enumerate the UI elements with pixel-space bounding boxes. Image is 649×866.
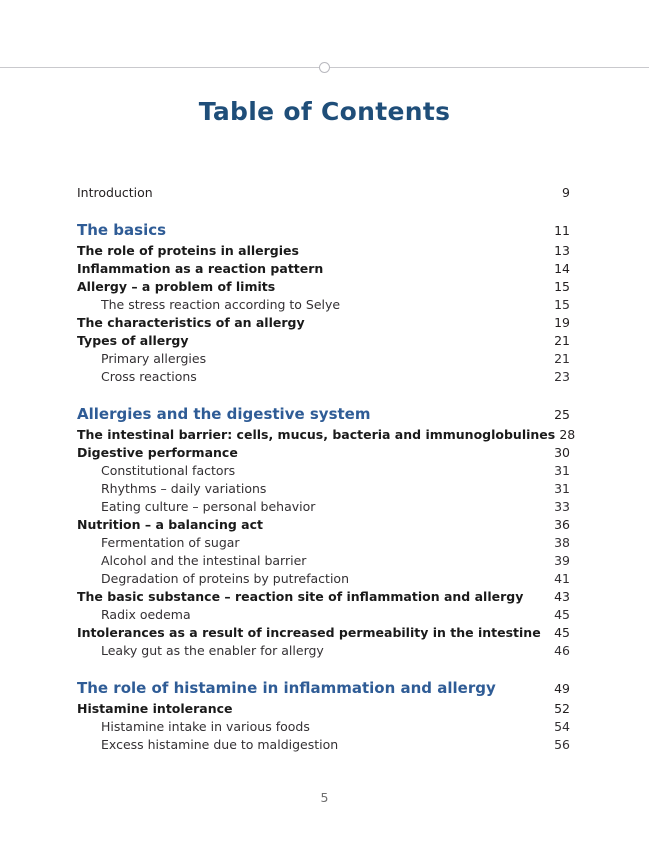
toc-entry-label: Inflammation as a reaction pattern bbox=[77, 261, 324, 276]
toc-entry[interactable] bbox=[77, 552, 570, 570]
toc-entry-page-number: 39 bbox=[554, 553, 570, 568]
toc-entry-label: The basic substance – reaction site of inflammation and allergy bbox=[77, 589, 524, 604]
toc-entry-label: The characteristics of an allergy bbox=[77, 315, 305, 330]
toc-entry[interactable] bbox=[77, 332, 570, 350]
toc-entry-page-number: 23 bbox=[554, 369, 570, 384]
toc-entry[interactable] bbox=[77, 606, 570, 624]
toc-entry-label: Radix oedema bbox=[101, 607, 191, 622]
toc-entry-label: Leaky gut as the enabler for allergy bbox=[101, 643, 324, 658]
toc-entry-page-number: 21 bbox=[554, 333, 570, 348]
toc-entry-label: Eating culture – personal behavior bbox=[101, 499, 316, 514]
toc-entry[interactable] bbox=[77, 642, 570, 660]
toc-entry-label: Introduction bbox=[77, 185, 153, 200]
toc-part-entry[interactable] bbox=[77, 219, 570, 242]
toc-entry-label: Allergy – a problem of limits bbox=[77, 279, 276, 294]
toc-entry[interactable] bbox=[77, 480, 570, 498]
toc-entry[interactable] bbox=[77, 278, 570, 296]
toc-entry-label: Intolerances as a result of increased permeability in the intestine bbox=[77, 625, 541, 640]
toc-entry-page-number: 25 bbox=[554, 407, 570, 422]
toc-entry[interactable] bbox=[77, 426, 576, 444]
toc-entry-page-number: 52 bbox=[554, 701, 570, 716]
toc-entry-page-number: 14 bbox=[554, 261, 570, 276]
toc-entry-label: Digestive performance bbox=[77, 445, 238, 460]
toc-entry-page-number: 19 bbox=[554, 315, 570, 330]
toc-entry-page-number: 41 bbox=[554, 571, 570, 586]
toc-entry[interactable] bbox=[77, 534, 570, 552]
toc-entry[interactable] bbox=[77, 588, 570, 606]
circle-ornament-icon bbox=[319, 62, 330, 73]
toc-entry[interactable] bbox=[77, 624, 570, 642]
toc-entry-page-number: 45 bbox=[554, 607, 570, 622]
toc-entry-page-number: 33 bbox=[554, 499, 570, 514]
toc-entry-label: The intestinal barrier: cells, mucus, bacteria and immunoglobulines bbox=[77, 427, 556, 442]
toc-part-entry[interactable] bbox=[77, 403, 570, 426]
toc-entry[interactable] bbox=[77, 736, 570, 754]
toc-entry-label: Histamine intake in various foods bbox=[101, 719, 310, 734]
toc-entry[interactable] bbox=[77, 368, 570, 386]
toc-entry-page-number: 43 bbox=[554, 589, 570, 604]
toc-entry-label: The role of proteins in allergies bbox=[77, 243, 299, 258]
page-folio: 5 bbox=[320, 790, 329, 805]
toc-entry-label: Degradation of proteins by putrefaction bbox=[101, 571, 349, 586]
toc-entry[interactable] bbox=[77, 296, 570, 314]
toc-entry[interactable] bbox=[77, 718, 570, 736]
toc-entry[interactable] bbox=[77, 570, 570, 588]
toc-entry[interactable] bbox=[77, 700, 570, 718]
toc-entry[interactable] bbox=[77, 314, 570, 332]
toc-entry-label: Histamine intolerance bbox=[77, 701, 233, 716]
toc-entry-label: Alcohol and the intestinal barrier bbox=[101, 553, 307, 568]
toc-entry-list bbox=[77, 184, 576, 754]
toc-entry-label: Rhythms – daily variations bbox=[101, 481, 267, 496]
toc-entry-label: Allergies and the digestive system bbox=[77, 405, 371, 423]
toc-entry-page-number: 21 bbox=[554, 351, 570, 366]
toc-entry-page-number: 11 bbox=[554, 223, 570, 238]
toc-entry-page-number: 15 bbox=[554, 279, 570, 294]
toc-entry[interactable] bbox=[77, 498, 570, 516]
header-ornament bbox=[0, 60, 649, 76]
toc-part-entry[interactable] bbox=[77, 677, 570, 700]
toc-entry-page-number: 45 bbox=[554, 625, 570, 640]
toc-entry[interactable] bbox=[77, 350, 570, 368]
toc-entry-page-number: 13 bbox=[554, 243, 570, 258]
toc-entry-page-number: 54 bbox=[554, 719, 570, 734]
toc-entry-label: Excess histamine due to maldigestion bbox=[101, 737, 339, 752]
toc-entry-label: The role of histamine in inflammation and allergy bbox=[77, 679, 496, 697]
toc-entry-page-number: 31 bbox=[554, 481, 570, 496]
toc-entry-label: Fermentation of sugar bbox=[101, 535, 240, 550]
toc-entry-label: The stress reaction according to Selye bbox=[101, 297, 341, 312]
toc-entry-label: Cross reactions bbox=[101, 369, 197, 384]
toc-entry-page-number: 9 bbox=[562, 185, 570, 200]
toc-entry-page-number: 15 bbox=[554, 297, 570, 312]
toc-entry-page-number: 31 bbox=[554, 463, 570, 478]
toc-entry-page-number: 36 bbox=[554, 517, 570, 532]
toc-entry-page-number: 38 bbox=[554, 535, 570, 550]
toc-entry-label: The basics bbox=[77, 221, 167, 239]
toc-entry[interactable] bbox=[77, 260, 570, 278]
toc-entry-label: Nutrition – a balancing act bbox=[77, 517, 263, 532]
toc-entry[interactable] bbox=[77, 242, 570, 260]
toc-entry-page-number: 56 bbox=[554, 737, 570, 752]
toc-entry-page-number: 46 bbox=[554, 643, 570, 658]
toc-entry-label: Types of allergy bbox=[77, 333, 189, 348]
toc-entry-page-number: 28 bbox=[559, 427, 576, 442]
toc-entry-label: Primary allergies bbox=[101, 351, 207, 366]
toc-entry[interactable] bbox=[77, 444, 570, 462]
page-title: Table of Contents bbox=[198, 97, 451, 126]
toc-entry[interactable] bbox=[77, 462, 570, 480]
toc-entry-page-number: 49 bbox=[554, 681, 570, 696]
toc-entry[interactable] bbox=[77, 184, 570, 202]
toc-entry-label: Constitutional factors bbox=[101, 463, 236, 478]
toc-entry[interactable] bbox=[77, 516, 570, 534]
toc-entry-page-number: 30 bbox=[554, 445, 570, 460]
